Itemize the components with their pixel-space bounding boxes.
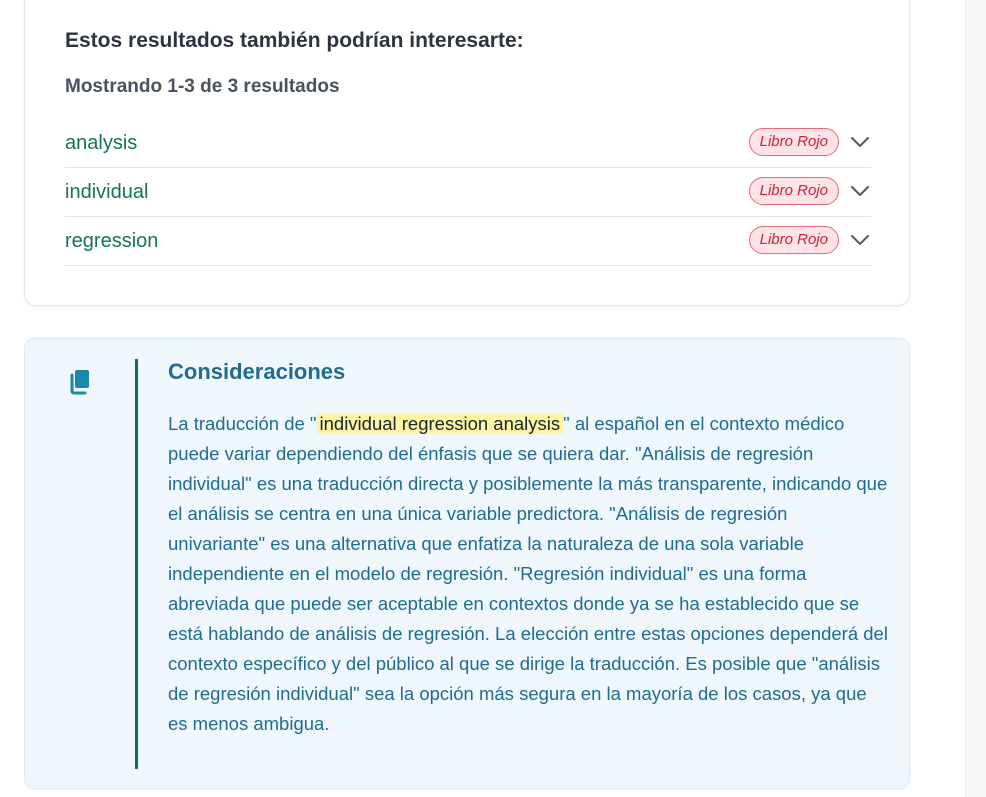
considerations-title: Consideraciones — [168, 359, 346, 384]
page-scroll-gutter — [965, 0, 986, 797]
result-row-individual[interactable] — [65, 168, 871, 217]
considerations-text-after: " al español en el contexto médico puede variar dependiendo del énfasis que se quiera dar. "Análisis de regresión individual" es una traducción directa y posiblemente la más transparente, indicando que el análisis se centra en una única variable predictora. "Análisis de regresión univariante" es una alternativa que enfatiza la naturaleza de una sola variable independiente en el modelo de regresión. "Regresión individual" es una forma abreviada que puede ser aceptable en contextos donde ya se ha establecido que se está hablando de análisis de regresión. La elección entre estas opciones dependerá del contexto específico y del público al que se dirige la traducción. Es posible que "análisis de regresión individual" sea la opción más segura en la mayoría de los casos, ya que es menos ambigua. — [168, 413, 888, 734]
chevron-down-icon[interactable] — [849, 131, 871, 153]
libro-rojo-badge: Libro Rojo — [749, 226, 839, 254]
result-term[interactable]: regression — [65, 229, 159, 252]
considerations-text-before: La traducción de " — [168, 413, 317, 434]
result-term[interactable]: analysis — [65, 131, 138, 154]
accent-bar — [135, 359, 138, 769]
results-count: Mostrando 1-3 de 3 resultados — [65, 76, 340, 97]
considerations-text — [168, 409, 888, 739]
related-results-card — [24, 0, 910, 306]
result-row-analysis[interactable] — [65, 119, 871, 168]
result-row-regression[interactable] — [65, 217, 871, 266]
libro-rojo-badge: Libro Rojo — [749, 128, 839, 156]
copy-documents-icon — [68, 369, 92, 395]
chevron-down-icon[interactable] — [849, 180, 871, 202]
result-term[interactable]: individual — [65, 180, 149, 203]
result-list — [65, 119, 871, 266]
chevron-down-icon[interactable] — [849, 229, 871, 251]
considerations-panel — [24, 338, 910, 789]
related-results-title: Estos resultados también podrían interesarte: — [65, 29, 524, 52]
libro-rojo-badge: Libro Rojo — [749, 177, 839, 205]
highlighted-term: individual regression analysis — [317, 413, 564, 434]
